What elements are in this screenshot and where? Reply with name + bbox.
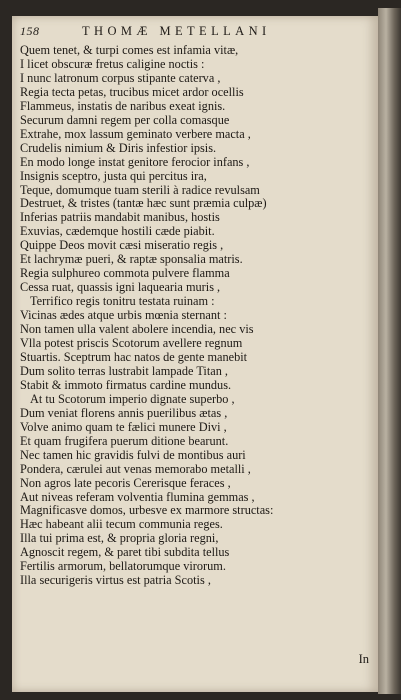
verse-line: Nec tamen hic gravidis fulvi de montibus auri <box>20 448 246 462</box>
verse-line: Regia sulphureo commota pulvere flamma <box>20 267 230 281</box>
poem-text <box>20 44 375 588</box>
verse-line: Volve animo quam te fælici munere Divi , <box>20 420 227 434</box>
verse-line: Agnoscit regem, & paret tibi subdita tellus <box>20 546 230 560</box>
verse-line: Quippe Deos movit cæsi miseratio regis , <box>20 239 224 253</box>
page-edge <box>378 8 401 694</box>
verse-line: Flammeus, instatis de naribus exeat ignis. <box>20 99 226 113</box>
verse-line: I licet obscuræ fretus caligine noctis : <box>20 57 205 71</box>
verse-line: Stabit & immoto firmatus cardine mundus. <box>20 378 232 392</box>
verse-line: Fertilis armorum, bellatorumque virorum. <box>20 560 226 574</box>
verse-line: Et quam frugifera puerum ditione bearunt. <box>20 434 229 448</box>
verse-line: Dum veniat florens annis puerilibus ætas , <box>20 406 228 420</box>
verse-line: Aut niveas referam volventia flumina gemmas , <box>20 490 255 504</box>
verse-line: Teque, domumque tuam sterili à radice revulsam <box>20 183 260 197</box>
verse-line: Terrifico regis tonitru testata ruinam : <box>30 295 215 309</box>
verse-line: Pondera, cærulei aut venas memorabo metalli , <box>20 462 251 476</box>
page-header <box>20 22 370 44</box>
verse-line: Vicinas ædes atque urbis mœnia sternant : <box>20 309 227 323</box>
verse-line: Et lachrymæ pueri, & raptæ sponsalia matris. <box>20 253 243 267</box>
verse-line: Non agros late pecoris Cererisque feraces , <box>20 476 231 490</box>
verse-line: Magnificasve domos, urbesve ex marmore structas: <box>20 504 274 518</box>
verse-line: Destruet, & tristes (tantæ hæc sunt præmia culpæ) <box>20 197 267 211</box>
verse-line: Insignis sceptro, justa qui percitus ira, <box>20 169 207 183</box>
catchword: In <box>358 652 369 666</box>
verse-line: Inferias patriis mandabit manibus, hostis <box>20 211 220 225</box>
running-title: THOMÆ METELLANI <box>82 24 271 38</box>
verse-line: Stuartis. Sceptrum hac natos de gente manebit <box>20 350 248 364</box>
verse-line: En modo longe instat genitore ferocior infans , <box>20 155 250 169</box>
verse-line: Cessa ruat, quassis igni laquearia muris , <box>20 281 221 295</box>
verse-line: Vlla potest priscis Scotorum avellere regnum <box>20 337 243 351</box>
verse-line: Quem tenet, & turpi comes est infamia vitæ, <box>20 44 239 57</box>
verse-line: Regia tecta petas, trucibus micet ardor ocellis <box>20 85 244 99</box>
verse-line: Securum damni regem per colla comasque <box>20 113 230 127</box>
verse-line: Hæc habeant alii tecum communia reges. <box>20 518 223 532</box>
verse-line: Dum solito terras lustrabit lampade Titan , <box>20 364 229 378</box>
verse-line: At tu Scotorum imperio dignate superbo , <box>30 392 235 406</box>
verse-line: Non tamen ulla valent abolere incendia, nec vis <box>20 323 254 337</box>
verse-line: I nunc latronum corpus stipante caterva , <box>20 71 221 85</box>
page-number: 158 <box>20 24 40 38</box>
verse-line: Illa tui prima est, & propria gloria regni, <box>20 532 219 546</box>
verse-line: Illa securigeris virtus est patria Scotis , <box>20 574 211 588</box>
verse-line: Exuvias, cædemque hostili cæde piabit. <box>20 225 215 239</box>
verse-line: Crudelis nimium & Diris infestior ipsis. <box>20 141 217 155</box>
verse-line: Extrahe, mox lassum geminato verbere macta , <box>20 127 251 141</box>
